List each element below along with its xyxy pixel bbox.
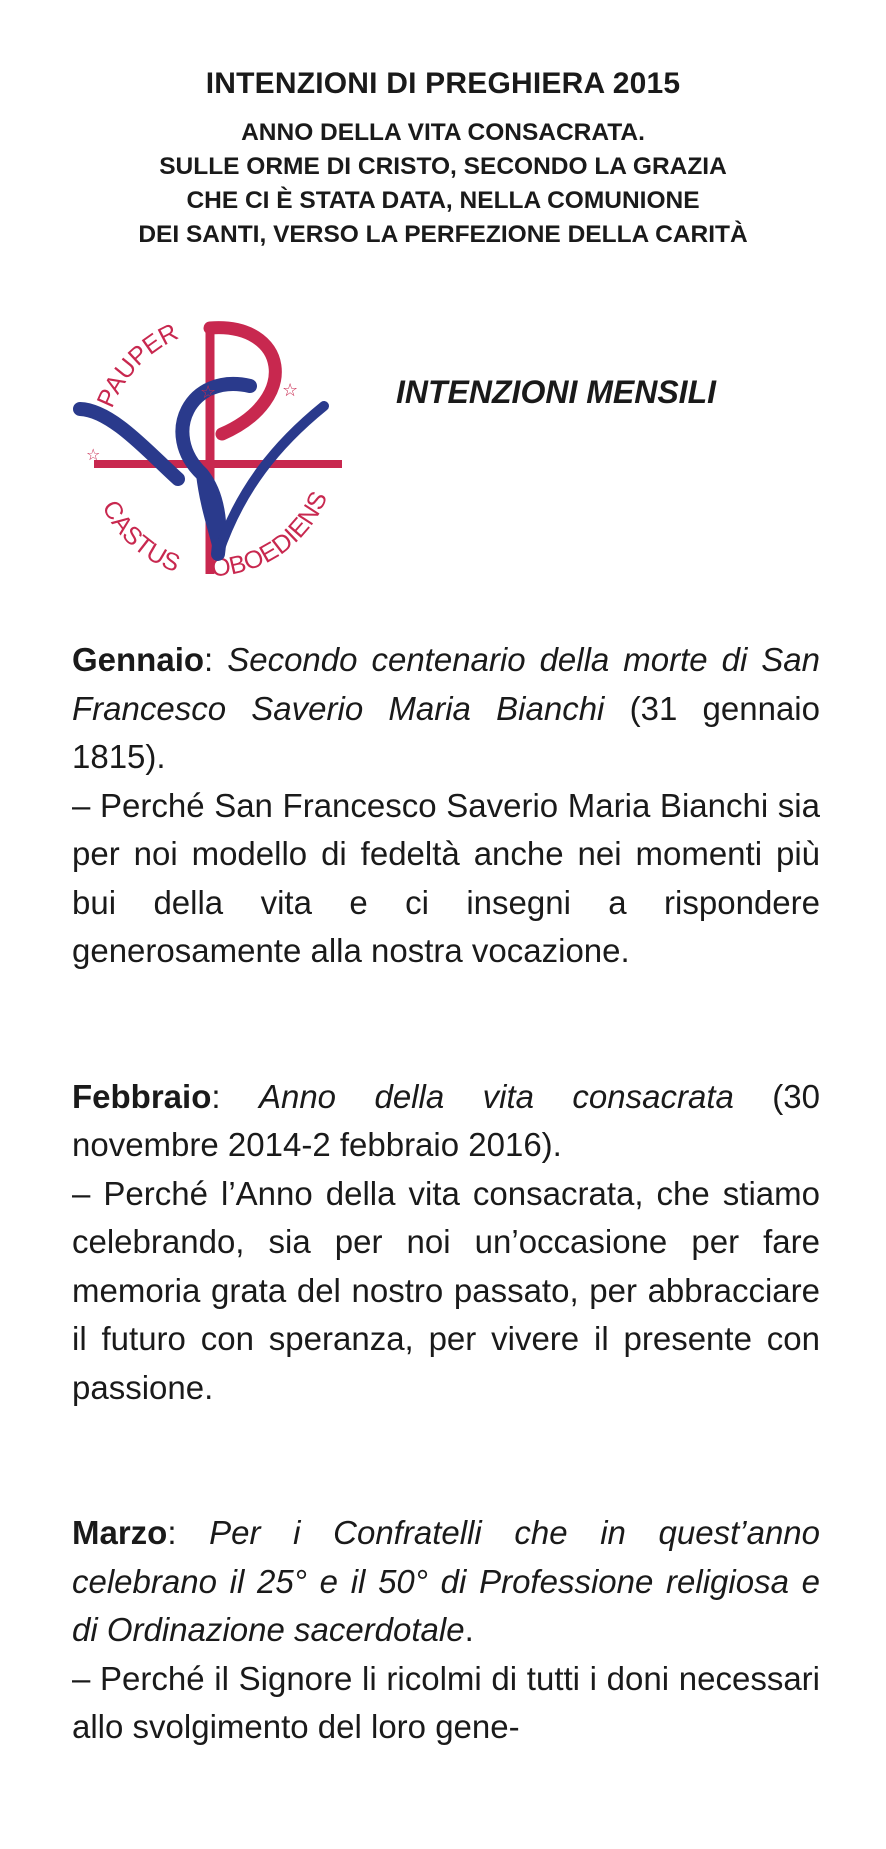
intention-theme: Per i Confratelli che in quest’anno celebrano il 25° e il 50° di Professione religiosa e di Ordinazione sacerdotale: [72, 1514, 821, 1648]
intention-heading: Gennaio: Secondo centenario della morte di San Francesco Saverio Maria Bianchi (31 gennaio 1815).: [72, 641, 821, 775]
date-note: (30 novembre 2014-2 febbraio 2016).: [72, 1077, 820, 1163]
intention-prayer: – Perché l’Anno della vita consacrata, che stiamo celebrando, sia per noi un’occasione per fare memoria grata del nostro passato, per abbracciare il futuro con speranza, per vivere il presente con passione.: [72, 1174, 820, 1406]
intention-heading: Febbraio: Anno della vita consacrata (30 novembre 2014-2 febbraio 2016).: [72, 1077, 820, 1163]
intention-entry-febbraio: [72, 1073, 820, 1413]
logo-word-oboediens: OBOEDIENS: [210, 487, 334, 583]
subtitle-line: SULLE ORME DI CRISTO, SECONDO LA GRAZIA: [159, 153, 727, 180]
date-note: (31 gennaio 1815).: [72, 689, 820, 775]
star-icon: ☆: [86, 447, 101, 464]
intention-prayer: – Perché il Signore li ricolmi di tutti i doni necessari allo svolgimento del loro gene-: [72, 1659, 820, 1745]
intention-theme: Secondo centenario della morte di San Francesco Saverio Maria Bianchi: [72, 641, 821, 727]
page-header: [0, 66, 886, 252]
intention-entry-gennaio: [72, 636, 820, 976]
intention-entry-marzo: [72, 1509, 820, 1752]
month-label: Marzo: [72, 1514, 168, 1551]
logo-word-castus: CASTUS: [96, 495, 184, 578]
month-label: Gennaio: [72, 641, 205, 678]
intention-theme: Anno della vita consacrata: [258, 1077, 734, 1115]
section-title: INTENZIONI MENSILI: [396, 374, 716, 410]
month-label: Febbraio: [72, 1077, 212, 1115]
star-icon: ☆: [282, 380, 299, 400]
intentions-list: [72, 636, 820, 1849]
intention-heading: Marzo: Per i Confratelli che in quest’anno celebrano il 25° e il 50° di Professione religiosa e di Ordinazione sacerdotale.: [72, 1514, 821, 1648]
subtitle-line: CHE CI È STATA DATA, NELLA COMUNIONE: [186, 187, 700, 214]
page-title: INTENZIONI DI PREGHIERA 2015: [205, 67, 681, 100]
intention-prayer: – Perché San Francesco Saverio Maria Bianchi sia per noi modello di fedeltà anche nei momenti più bui della vita e ci insegni a rispondere generosamente alla nostra vocazione.: [72, 786, 820, 969]
subtitle-line: DEI SANTI, VERSO LA PERFEZIONE DELLA CARITÀ: [138, 221, 748, 248]
vocation-logo: [72, 314, 362, 584]
subtitle-line: ANNO DELLA VITA CONSACRATA.: [241, 119, 645, 146]
star-icon: ☆: [200, 382, 217, 402]
page-subtitle: [0, 116, 886, 252]
logo-word-pauper: PAUPER: [91, 317, 183, 412]
